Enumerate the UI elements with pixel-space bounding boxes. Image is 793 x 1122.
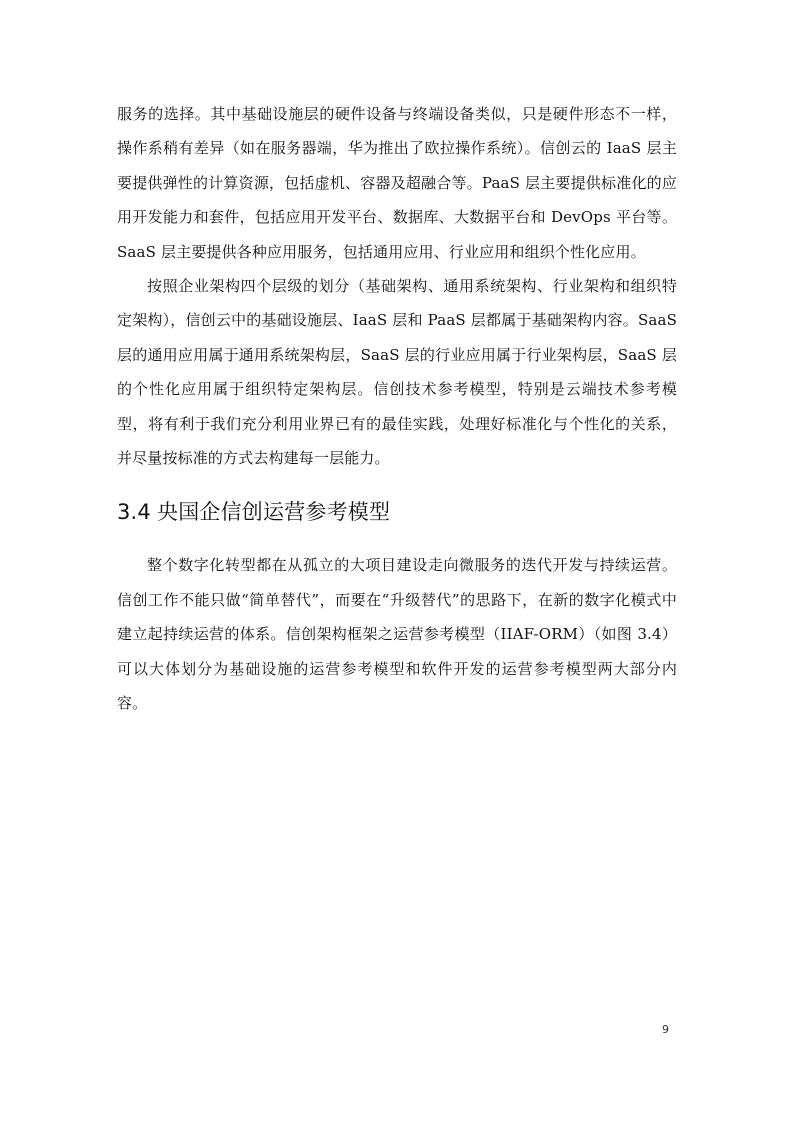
document-page <box>117 97 677 721</box>
page-number: 9 <box>662 1023 669 1036</box>
section-number: 3.4 <box>117 500 151 525</box>
section-heading <box>117 497 677 527</box>
paragraph-continuation: 服务的选择。其中基础设施层的硬件设备与终端设备类似，只是硬件形态不一样，操作系稍有差异（如在服务器端，华为推出了欧拉操作系统）。信创云的 IaaS 层主要提供弹性的计算资源，包括虚机、容器及超融合等。PaaS 层主要提供标准化的应用开发能力和套件，包括应用开发平台、数据库、大数据平台和 DevOps 平台等。SaaS 层主要提供各种应用服务，包括通用应用、行业应用和组织个性化应用。 <box>117 105 677 261</box>
paragraph-enterprise-architecture: 按照企业架构四个层级的划分（基础架构、通用系统架构、行业架构和组织特定架构），信创云中的基础设施层、IaaS 层和 PaaS 层都属于基础架构内容。SaaS 层的通用应用属于通用系统架构层，SaaS 层的行业应用属于行业架构层，SaaS 层的个性化应用属于组织特定架构层。信创技术参考模型，特别是云端技术参考模型，将有利于我们充分利用业界已有的最佳实践，处理好标准化与个性化的关系，并尽量按标准的方式去构建每一层能力。 <box>117 277 677 468</box>
paragraph-operation-model: 整个数字化转型都在从孤立的大项目建设走向微服务的迭代开发与持续运营。信创工作不能只做“简单替代”，而要在“升级替代”的思路下，在新的数字化模式中建立起持续运营的体系。信创架构框架之运营参考模型（IIAF-ORM）（如图 3.4）可以大体划分为基础设施的运营参考模型和软件开发的运营参考模型两大部分内容。 <box>117 556 677 713</box>
section-title: 央国企信创运营参考模型 <box>157 500 391 525</box>
